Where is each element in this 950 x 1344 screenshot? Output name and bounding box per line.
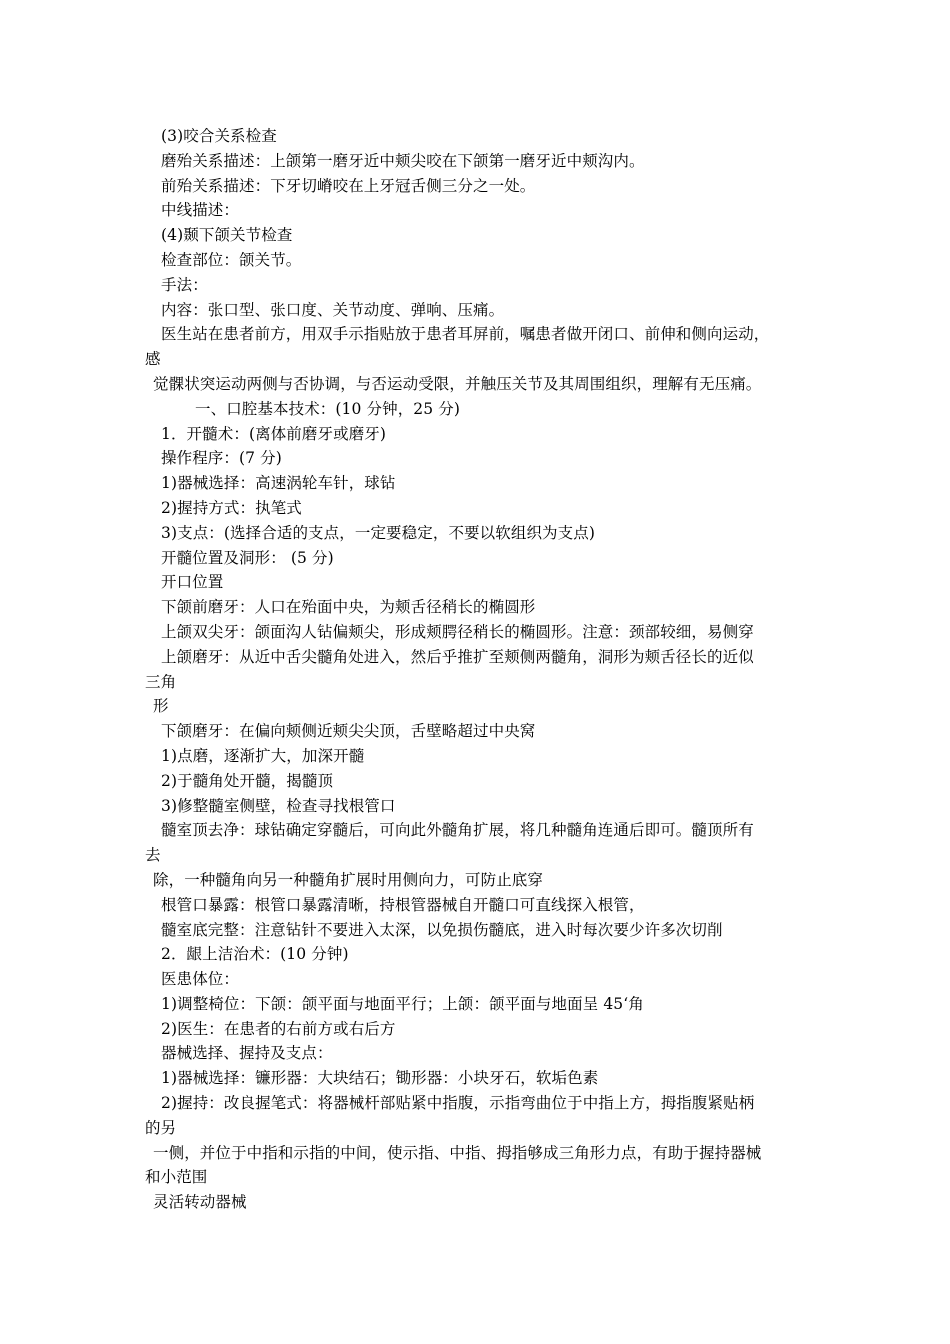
text-line: 2)握持：改良握笔式：将器械杆部贴紧中指腹，示指弯曲位于中指上方，拇指腹紧贴柄 — [161, 1094, 755, 1113]
text-line: 3)支点：(选择合适的支点，一定要稳定，不要以软组织为支点) — [161, 523, 596, 542]
text-line: 1)器械选择：高速涡轮车针，球钻 — [161, 474, 396, 493]
text-line: 三角 — [145, 672, 177, 691]
text-line: 髓室底完整：注意钻针不要进入太深，以免损伤髓底，进入时每次要少许多次切削 — [161, 920, 723, 939]
text-line: 除，一种髓角向另一种髓角扩展时用侧向力，可防止底穿 — [153, 870, 544, 889]
text-line: 内容：张口型、张口度、关节动度、弹响、压痛。 — [161, 300, 505, 319]
text-line: 医生站在患者前方，用双手示指贴放于患者耳屏前，嘱患者做开闭口、前伸和侧向运动， — [161, 325, 770, 344]
text-line: 一、口腔基本技术：(10 分钟，25 分) — [195, 399, 460, 418]
text-line: 觉髁状突运动两侧与否协调，与否运动受限，并触压关节及其周围组织，理解有无压痛。 — [153, 374, 762, 393]
text-line: 开髓位置及洞形： (5 分) — [161, 548, 334, 567]
text-line: 2．龈上洁治术：(10 分钟) — [161, 945, 349, 964]
text-line: 一侧，并位于中指和示指的中间，使示指、中指、拇指够成三角形力点，有助于握持器械 — [153, 1143, 762, 1162]
text-line: 2)于髓角处开髓，揭髓顶 — [161, 771, 334, 790]
text-line: 手法： — [161, 275, 208, 294]
text-line: 开口位置 — [161, 573, 224, 592]
text-line: 医患体位： — [161, 970, 240, 989]
text-line: 感 — [145, 350, 161, 369]
text-line: 下颌前磨牙：人口在殆面中央，为颊舌径稍长的椭圆形 — [161, 598, 536, 617]
text-line: 前殆关系描述：下牙切嵴咬在上牙冠舌侧三分之一处。 — [161, 176, 536, 195]
text-line: 形 — [153, 697, 169, 716]
text-line: 2)医生：在患者的右前方或右后方 — [161, 1019, 396, 1038]
text-line: 上颌双尖牙：颌面沟人钻偏颊尖，形成颊腭径稍长的椭圆形。注意：颈部较细，易侧穿 — [161, 622, 754, 641]
text-line: 2)握持方式：执笔式 — [161, 498, 302, 517]
text-line: 根管口暴露：根管口暴露清晰，持根管器械自开髓口可直线探入根管， — [161, 895, 645, 914]
text-line: 检查部位：颌关节。 — [161, 250, 302, 269]
text-line: 的另 — [145, 1118, 177, 1137]
text-line: 3)修整髓室侧壁，检查寻找根管口 — [161, 796, 396, 815]
text-line: 磨殆关系描述：上颌第一磨牙近中颊尖咬在下颌第一磨牙近中颊沟内。 — [161, 151, 645, 170]
text-line: 1)调整椅位：下颌：颌平面与地面平行；上颌：颌平面与地面呈 45‘角 — [161, 994, 644, 1013]
text-line: 1．开髓术：(离体前磨牙或磨牙) — [161, 424, 387, 443]
text-line: 下颌磨牙：在偏向颊侧近颊尖尖顶，舌壁略超过中央窝 — [161, 722, 536, 741]
text-line: 髓室顶去净：球钻确定穿髓后，可向此外髓角扩展，将几种髓角连通后即可。髓顶所有 — [161, 821, 754, 840]
text-line: 器械选择、握持及支点： — [161, 1044, 333, 1063]
text-line: (4)颞下颌关节检查 — [161, 226, 293, 245]
document-page — [0, 124, 950, 1215]
text-line: 去 — [145, 846, 161, 865]
text-line: 中线描述： — [161, 201, 240, 220]
text-line: 上颌磨牙：从近中舌尖髓角处进入，然后乎推扩至颊侧两髓角，洞形为颊舌径长的近似 — [161, 647, 754, 666]
text-line: 1)点磨，逐渐扩大，加深开髓 — [161, 746, 365, 765]
text-line: 灵活转动器械 — [153, 1193, 247, 1212]
text-line: 和小范围 — [145, 1168, 208, 1187]
text-line: 操作程序：(7 分) — [161, 449, 282, 468]
text-line: 1)器械选择：镰形器：大块结石；锄形器：小块牙石，软垢色素 — [161, 1069, 599, 1088]
text-line: (3)咬合关系检查 — [161, 127, 277, 145]
